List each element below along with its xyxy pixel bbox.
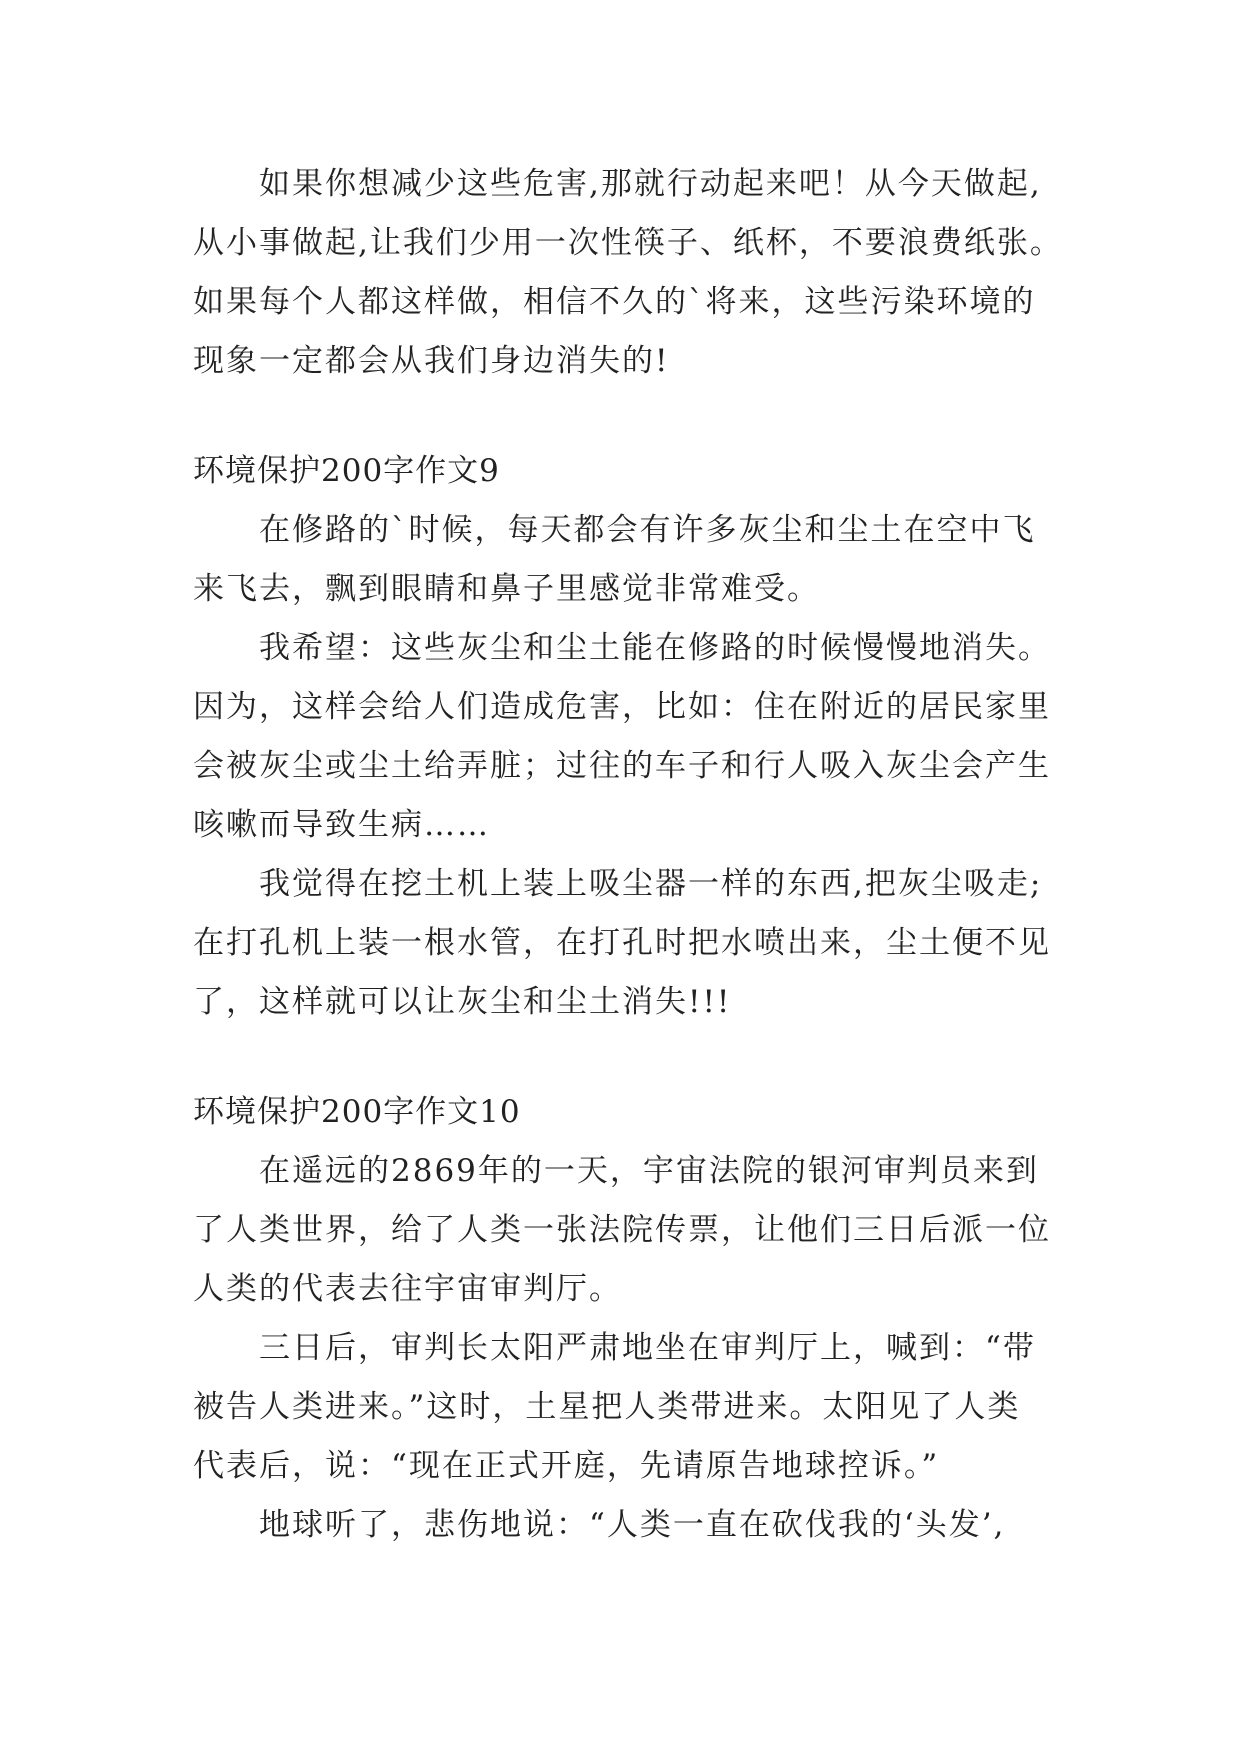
- text-line: 在打孔机上装一根水管，在打孔时把水喷出来，尘土便不见: [193, 925, 1051, 961]
- text-line: 了，这样就可以让灰尘和尘土消失!!!: [193, 984, 732, 1020]
- paragraph: [193, 1142, 1093, 1319]
- text-line: 代表后，说：“现在正式开庭，先请原告地球控诉。”: [193, 1448, 940, 1484]
- text-line: 如果你想减少这些危害,那就行动起来吧！从今天做起,: [259, 166, 1042, 202]
- paragraph: [193, 619, 1093, 855]
- text-line: 人类的代表去往宇宙审判厅。: [193, 1271, 622, 1307]
- paragraph: [193, 155, 1093, 391]
- text-line: 咳嗽而导致生病……: [193, 807, 490, 843]
- text-line: 会被灰尘或尘土给弄脏；过往的车子和行人吸入灰尘会产生: [193, 748, 1051, 784]
- text-line: 在修路的`时候，每天都会有许多灰尘和尘土在空中飞: [259, 512, 1036, 548]
- paragraph: [193, 855, 1093, 1032]
- text-line: 三日后，审判长太阳严肃地坐在审判厅上，喊到：“带: [259, 1330, 1036, 1366]
- paragraph: [193, 501, 1093, 619]
- text-line: 如果每个人都这样做，相信不久的`将来，这些污染环境的: [193, 284, 1036, 320]
- section-10: [193, 1082, 1093, 1555]
- section-spacer: [193, 1032, 1093, 1082]
- text-line: 现象一定都会从我们身边消失的!: [193, 343, 670, 379]
- text-line: 在遥远的2869年的一天，宇宙法院的银河审判员来到: [259, 1153, 1039, 1189]
- text-line: 来飞去，飘到眼睛和鼻子里感觉非常难受。: [193, 571, 820, 607]
- text-line: 从小事做起,让我们少用一次性筷子、纸杯，不要浪费纸张。: [193, 225, 1063, 261]
- text-line: 我希望：这些灰尘和尘土能在修路的时候慢慢地消失。: [259, 630, 1051, 666]
- section-title: 环境保护200字作文10: [193, 1094, 521, 1130]
- text-line: 地球听了，悲伤地说：“人类一直在砍伐我的‘头发’,: [259, 1507, 1006, 1543]
- text-line: 了人类世界，给了人类一张法院传票，让他们三日后派一位: [193, 1212, 1051, 1248]
- section-9: [193, 441, 1093, 1032]
- paragraph: [193, 1319, 1093, 1496]
- text-line: 被告人类进来。”这时，土星把人类带进来。太阳见了人类: [193, 1389, 1021, 1425]
- paragraph: [193, 1496, 1093, 1555]
- text-line: 我觉得在挖土机上装上吸尘器一样的东西,把灰尘吸走;: [259, 866, 1043, 902]
- text-line: 因为，这样会给人们造成危害，比如：住在附近的居民家里: [193, 689, 1051, 725]
- section-title: 环境保护200字作文9: [193, 453, 500, 489]
- section-spacer: [193, 391, 1093, 441]
- document-body: [193, 155, 1093, 1555]
